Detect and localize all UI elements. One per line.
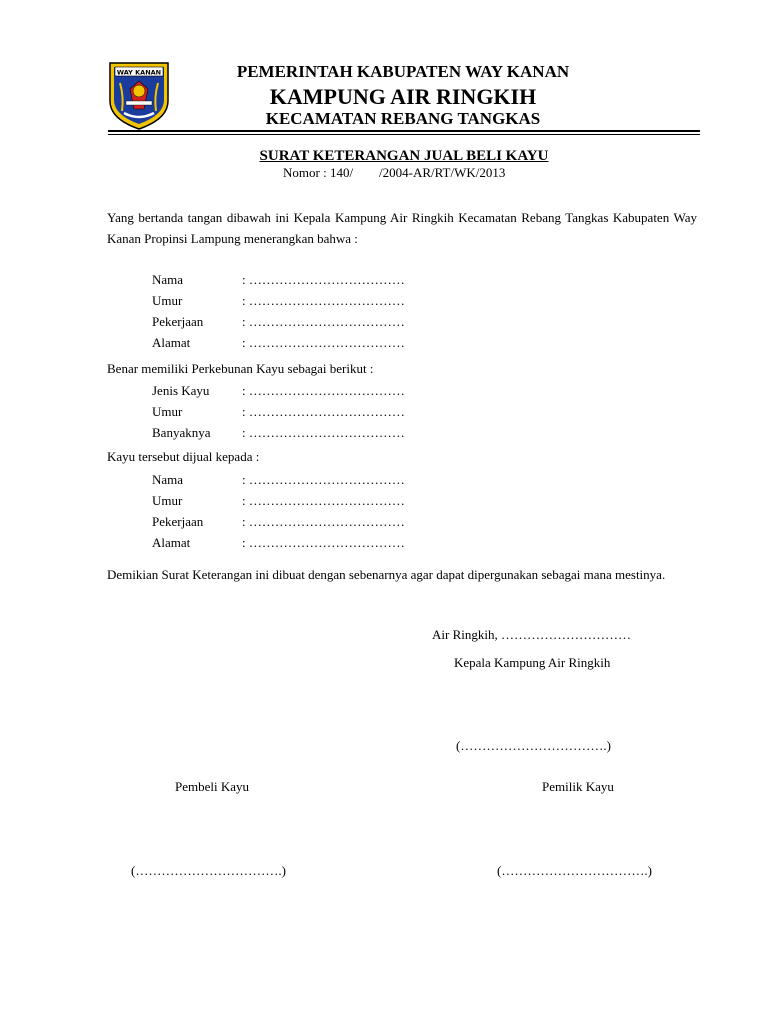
wood-amount-label: Banyaknya xyxy=(152,425,211,440)
owner-job-label: Pekerjaan xyxy=(152,314,204,329)
buyer-age-value: : ……………………………… xyxy=(242,493,405,508)
buyer-address-value: : ……………………………… xyxy=(242,535,405,550)
owner-age-value: : ……………………………… xyxy=(242,293,405,308)
intro-paragraph: Yang bertanda tangan dibawah ini Kepala Kampung Air Ringkih Kecamatan Rebang Tangkas Kabupaten Way Kanan Propinsi Lampung menerangkan bahwa : xyxy=(107,210,697,246)
closing-paragraph: Demikian Surat Keterangan ini dibuat dengan sebenarnya agar dapat dipergunakan sebagai mana mestinya. xyxy=(107,567,666,582)
wood-amount-value: : ……………………………… xyxy=(242,425,405,440)
owner-title: Pemilik Kayu xyxy=(542,779,614,794)
owner-name-label: Nama xyxy=(152,272,184,287)
buyer-age-label: Umur xyxy=(152,493,183,508)
owner-address-value: : ……………………………… xyxy=(242,335,405,350)
header-rule-thick xyxy=(108,130,700,132)
svg-text:WAY KANAN: WAY KANAN xyxy=(116,68,162,77)
letter-title: SURAT KETERANGAN JUAL BELI KAYU xyxy=(259,148,549,164)
header-district: KECAMATAN REBANG TANGKAS xyxy=(265,109,541,128)
head-signature-blank: (…………………………….) xyxy=(456,738,611,753)
plantation-intro: Benar memiliki Perkebunan Kayu sebagai berikut : xyxy=(107,361,374,376)
owner-job-value: : ……………………………… xyxy=(242,314,405,329)
wood-age-value: : ……………………………… xyxy=(242,404,405,419)
buyer-address-label: Alamat xyxy=(152,535,191,550)
owner-age-label: Umur xyxy=(152,293,183,308)
header-government: PEMERINTAH KABUPATEN WAY KANAN xyxy=(236,62,570,81)
buyer-name-value: : ……………………………… xyxy=(242,472,405,487)
owner-signature-blank: (…………………………….) xyxy=(497,863,652,878)
buyer-job-label: Pekerjaan xyxy=(152,514,204,529)
sold-intro: Kayu tersebut dijual kepada : xyxy=(107,449,260,464)
wood-age-label: Umur xyxy=(152,404,183,419)
owner-address-label: Alamat xyxy=(152,335,191,350)
letter-number: Nomor : 140/ /2004-AR/RT/WK/2013 xyxy=(283,165,506,180)
header-rule-thin xyxy=(108,134,700,135)
buyer-job-value: : ……………………………… xyxy=(242,514,405,529)
head-title: Kepala Kampung Air Ringkih xyxy=(454,655,611,670)
buyer-title: Pembeli Kayu xyxy=(175,779,250,794)
way-kanan-emblem xyxy=(108,61,170,131)
place-date: Air Ringkih, ………………………… xyxy=(432,627,631,642)
owner-name-value: : ……………………………… xyxy=(242,272,405,287)
header-village: KAMPUNG AIR RINGKIH xyxy=(269,84,537,109)
wood-type-label: Jenis Kayu xyxy=(152,383,210,398)
wood-type-value: : ……………………………… xyxy=(242,383,405,398)
buyer-name-label: Nama xyxy=(152,472,184,487)
buyer-signature-blank: (…………………………….) xyxy=(131,863,286,878)
